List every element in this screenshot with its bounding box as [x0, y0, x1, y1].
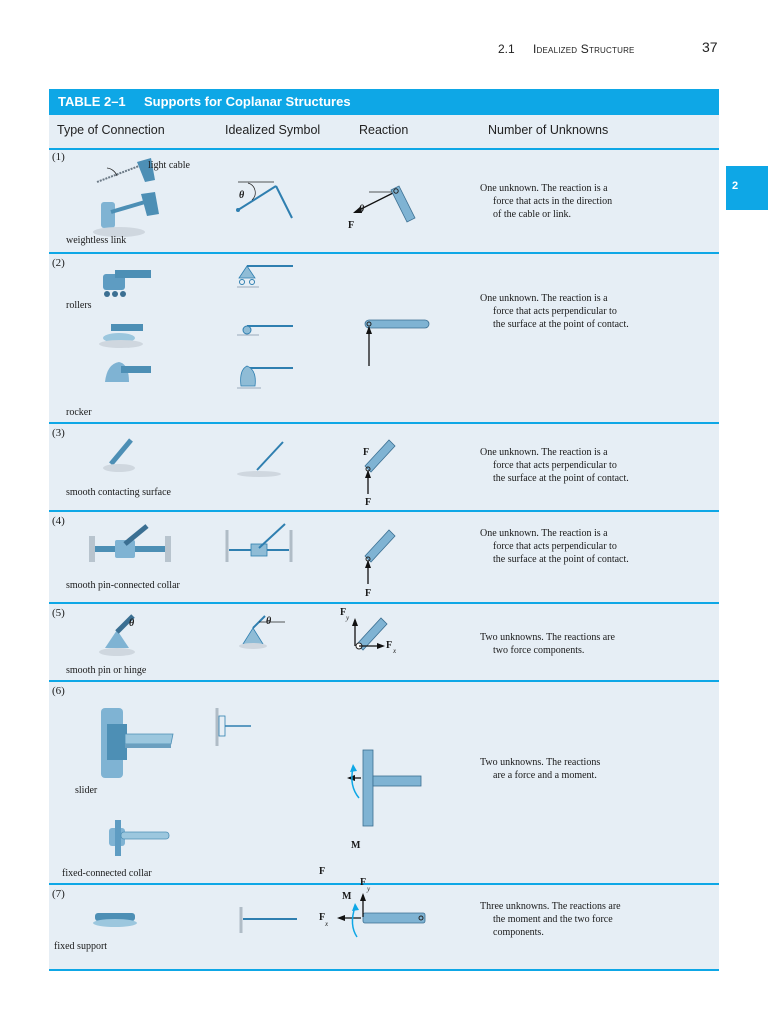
- reaction-fy-subscript: y: [367, 885, 371, 893]
- unknowns-line: are a force and a moment.: [493, 770, 597, 781]
- column-header: [49, 115, 719, 150]
- photo-theta: θ: [129, 618, 135, 629]
- hinge-photo: [99, 612, 149, 658]
- row-number: (1): [52, 151, 65, 163]
- unknowns-text: [480, 292, 695, 331]
- caption-slider: slider: [75, 785, 98, 796]
- running-head: [0, 40, 768, 60]
- reaction-moment-label: M: [342, 891, 352, 902]
- table-number: TABLE 2–1: [58, 94, 126, 109]
- table-row-4: [49, 512, 719, 604]
- roller-photo: [93, 260, 163, 400]
- unknowns-text: [480, 900, 695, 939]
- reaction-fy-subscript: y: [346, 614, 350, 622]
- unknowns-text: [480, 631, 695, 657]
- unknowns-text: [480, 756, 695, 782]
- table-row-7: [49, 877, 719, 971]
- reaction-force-label: F: [363, 447, 370, 458]
- slider-photo: [95, 704, 175, 784]
- caption-smooth-surface: smooth contacting surface: [66, 487, 171, 498]
- caption-light-cable: light cable: [148, 160, 190, 171]
- chapter-tab: 2: [726, 166, 768, 210]
- unknowns-line: One unknown. The reaction is a: [480, 528, 608, 539]
- roller-symbols: [235, 262, 297, 394]
- table-row-5: [49, 604, 719, 682]
- unknowns-line: of the cable or link.: [493, 209, 572, 220]
- row-number: (3): [52, 427, 65, 439]
- surface-symbol: [239, 438, 289, 478]
- reaction-force-label: F: [365, 588, 372, 599]
- unknowns-text: [480, 527, 695, 566]
- row-number: (4): [52, 515, 65, 527]
- table-row-2: [49, 254, 719, 458]
- reaction-fy-label: F: [340, 607, 347, 618]
- fixed-support-symbol: [239, 905, 299, 935]
- unknowns-line: force that acts perpendicular to: [493, 541, 617, 552]
- unknowns-line: two force components.: [493, 645, 585, 656]
- table-row-3: [49, 424, 719, 512]
- reaction-moment-label: M: [351, 840, 361, 851]
- unknowns-line: Two unknowns. The reactions: [480, 757, 601, 768]
- unknowns-line: components.: [493, 927, 544, 938]
- collar-reaction: [361, 528, 401, 588]
- surface-photo: [105, 432, 145, 474]
- unknowns-line: the surface at the point of contact.: [493, 473, 629, 484]
- reaction-theta: θ: [359, 204, 365, 215]
- unknowns-line: One unknown. The reaction is a: [480, 293, 608, 304]
- row-number: (5): [52, 607, 65, 619]
- unknowns-line: the surface at the point of contact.: [493, 554, 629, 565]
- surface-reaction: [361, 438, 401, 498]
- column-type: Type of Connection: [57, 123, 165, 137]
- unknowns-line: the surface at the point of contact.: [493, 319, 629, 330]
- reaction-fx-label: F: [386, 640, 393, 651]
- reaction-fx-label: F: [319, 912, 326, 923]
- supports-table: [49, 89, 719, 971]
- unknowns-line: the moment and the two force: [493, 914, 613, 925]
- caption-pin-hinge: smooth pin or hinge: [66, 665, 147, 676]
- fixed-collar-photo: [105, 818, 175, 862]
- unknowns-line: force that acts in the direction: [493, 196, 613, 207]
- row-number: (6): [52, 685, 65, 697]
- table-caption: [49, 89, 719, 115]
- table-row-6: [49, 682, 719, 885]
- caption-fixed-support-text: fixed support: [54, 941, 108, 952]
- reaction-force-label: F: [319, 866, 326, 877]
- slider-symbol: [211, 706, 257, 746]
- caption-rollers: rollers: [66, 300, 92, 311]
- symbol-theta: θ: [266, 616, 272, 627]
- caption-fixed-collar: fixed-connected collar: [62, 868, 152, 879]
- unknowns-line: Two unknowns. The reactions are: [480, 632, 615, 643]
- reaction-fx-subscript: x: [393, 647, 397, 655]
- unknowns-line: One unknown. The reaction is a: [480, 447, 608, 458]
- roller-reaction: [361, 314, 433, 394]
- slider-reaction: [345, 746, 425, 830]
- symbol-theta: θ: [239, 190, 245, 201]
- reaction-fy-label-text: F: [360, 877, 367, 888]
- cable-symbol: [234, 178, 304, 228]
- unknowns-line: force that acts perpendicular to: [493, 306, 617, 317]
- collar-photo: [85, 524, 175, 574]
- table-row-1: [49, 148, 719, 254]
- reaction-force-label: F: [348, 220, 355, 231]
- caption-rocker: rocker: [66, 407, 92, 418]
- reaction-force-label: F: [365, 497, 372, 508]
- unknowns-line: force that acts perpendicular to: [493, 460, 617, 471]
- column-reaction: Reaction: [359, 123, 409, 137]
- hinge-reaction: [349, 612, 409, 662]
- row-number: (7): [52, 888, 65, 900]
- page-number: 37: [702, 39, 718, 55]
- section-title: Idealized Structure: [533, 42, 635, 56]
- fixed-support-photo: [93, 907, 139, 937]
- unknowns-line: Three unknowns. The reactions are: [480, 901, 621, 912]
- column-unknowns: Number of Unknowns: [488, 123, 609, 137]
- unknowns-text: [480, 182, 695, 221]
- unknowns-line: One unknown. The reaction is a: [480, 183, 608, 194]
- reaction-fx-subscript: x: [325, 920, 329, 928]
- row-number: (2): [52, 257, 65, 269]
- caption-weightless-link: weightless link: [66, 235, 127, 246]
- section-number: 2.1: [498, 42, 515, 56]
- column-symbol: Idealized Symbol: [225, 123, 321, 137]
- unknowns-text: [480, 446, 695, 485]
- table-title: Supports for Coplanar Structures: [144, 94, 351, 109]
- collar-symbol: [225, 522, 295, 568]
- caption-pin-collar: smooth pin-connected collar: [66, 580, 180, 591]
